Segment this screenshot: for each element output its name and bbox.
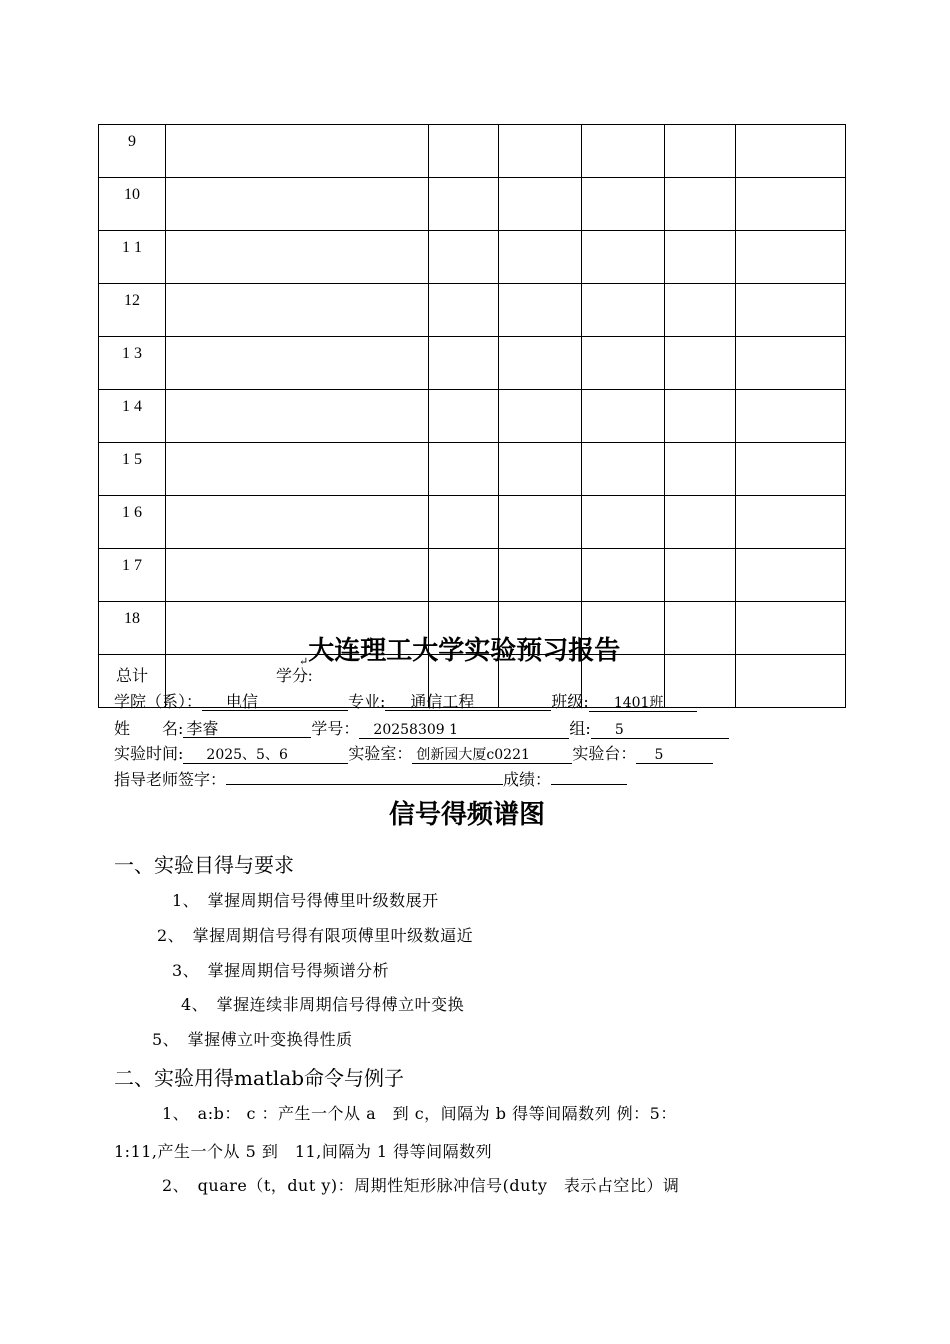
- bench-label: 实验台：: [572, 744, 637, 763]
- table-row: [99, 231, 846, 284]
- empty-cell: [429, 231, 499, 284]
- empty-cell: [429, 284, 499, 337]
- doc-heading: 信号得频谱图: [389, 800, 546, 830]
- report-title: 大连理工大学实验预习报告: [308, 636, 621, 666]
- row-number-cell: 9: [99, 125, 166, 178]
- id-field: [359, 721, 569, 739]
- table-row: [99, 125, 846, 178]
- credit-label-cell: 学分:: [166, 655, 429, 708]
- empty-cell: [166, 496, 429, 549]
- empty-cell: [736, 655, 846, 708]
- row-number-cell: 1 4: [99, 390, 166, 443]
- s2-paragraph-2-line-1: 2、 quare（t，dut y)：周期性矩形脉冲信号(duty 表示占空比）调: [162, 1176, 680, 1195]
- room-value: 创新园大厦c0221: [416, 747, 530, 763]
- empty-cell: [736, 337, 846, 390]
- s2-paragraph-1-line-2: 1:11,产生一个从 5 到 11,间隔为 1 得等间隔数列: [114, 1142, 493, 1161]
- table-row: [99, 337, 846, 390]
- empty-cell: [736, 231, 846, 284]
- s1-item-4: 4、 掌握连续非周期信号得傅立叶变换: [181, 995, 465, 1014]
- name-value: 李睿: [186, 719, 219, 738]
- empty-cell: [582, 284, 665, 337]
- row-number-cell: 18: [99, 602, 166, 655]
- empty-cell: [499, 496, 582, 549]
- row-number-cell: 10: [99, 178, 166, 231]
- table-row: [99, 390, 846, 443]
- teacher-label: 指导老师签字：: [114, 770, 227, 789]
- bench-value: 5: [654, 747, 664, 763]
- grade-label: 成绩：: [503, 770, 552, 789]
- table-row: [99, 284, 846, 337]
- empty-cell: [166, 390, 429, 443]
- s2-paragraph-1-line-1: 1、 a:b： c ：产生一个从 a 到 c，间隔为 b 得等间隔数列 例：5：: [162, 1104, 677, 1123]
- row-number-cell: 1 5: [99, 443, 166, 496]
- group-label: 组:: [569, 719, 591, 738]
- empty-cell: [166, 549, 429, 602]
- empty-cell: [429, 125, 499, 178]
- time-field: [183, 746, 348, 764]
- empty-cell: [665, 602, 736, 655]
- id-label: 学号：: [311, 719, 360, 738]
- report-title-block: [299, 630, 620, 668]
- empty-cell: [166, 284, 429, 337]
- class-field: [589, 694, 697, 712]
- empty-cell: [736, 602, 846, 655]
- row-number-cell: 12: [99, 284, 166, 337]
- empty-cell: [499, 284, 582, 337]
- s1-item-2: 2、 掌握周期信号得有限项傅里叶级数逼近: [157, 926, 474, 945]
- empty-cell: [499, 443, 582, 496]
- empty-cell: [429, 390, 499, 443]
- score-table: [98, 124, 846, 708]
- table-row: [99, 549, 846, 602]
- total-label-cell: 总计: [99, 655, 166, 708]
- section-2-heading: 二、实验用得matlab命令与例子: [114, 1066, 405, 1090]
- college-value: 电信: [226, 692, 259, 711]
- empty-cell: [582, 231, 665, 284]
- info-line-3: [114, 741, 713, 764]
- teacher-signature-field: [226, 766, 503, 785]
- empty-cell: [499, 178, 582, 231]
- empty-cell: [429, 178, 499, 231]
- section-1-heading: 一、实验目得与要求: [114, 853, 294, 877]
- table-row: [99, 443, 846, 496]
- empty-cell: [665, 496, 736, 549]
- empty-cell: [736, 390, 846, 443]
- row-number-cell: 1 3: [99, 337, 166, 390]
- empty-cell: [429, 549, 499, 602]
- room-label: 实验室：: [348, 744, 413, 763]
- empty-cell: [582, 178, 665, 231]
- table-row: [99, 178, 846, 231]
- empty-cell: [429, 443, 499, 496]
- empty-cell: [736, 284, 846, 337]
- empty-cell: [499, 231, 582, 284]
- empty-cell: [429, 337, 499, 390]
- major-field: [385, 693, 551, 711]
- grade-field: [551, 766, 627, 785]
- empty-cell: [166, 178, 429, 231]
- empty-cell: [499, 125, 582, 178]
- empty-cell: [665, 390, 736, 443]
- table-row: [99, 496, 846, 549]
- class-label: 班级:: [551, 692, 589, 711]
- empty-cell: [582, 549, 665, 602]
- group-value: 5: [614, 722, 624, 738]
- row-number-cell: 1 1: [99, 231, 166, 284]
- name-label: 姓 名:: [114, 719, 184, 738]
- empty-cell: [499, 390, 582, 443]
- empty-cell: [166, 231, 429, 284]
- s1-item-1: 1、 掌握周期信号得傅里叶级数展开: [172, 891, 439, 910]
- row-number-cell: 1 6: [99, 496, 166, 549]
- empty-cell: [736, 178, 846, 231]
- empty-cell: [665, 231, 736, 284]
- empty-cell: [166, 443, 429, 496]
- empty-cell: [429, 496, 499, 549]
- empty-cell: [736, 443, 846, 496]
- info-line-1: [114, 689, 697, 712]
- info-line-4: [114, 766, 627, 790]
- id-value: 20258309 1: [373, 722, 459, 738]
- major-value: 通信工程: [410, 692, 475, 711]
- time-label: 实验时间:: [114, 744, 184, 763]
- name-field: [183, 720, 311, 738]
- empty-cell: [582, 390, 665, 443]
- class-value: 1401班: [613, 695, 664, 711]
- empty-cell: [582, 337, 665, 390]
- empty-cell: [582, 496, 665, 549]
- empty-cell: [736, 496, 846, 549]
- empty-cell: [665, 125, 736, 178]
- empty-cell: [582, 443, 665, 496]
- empty-cell: [665, 443, 736, 496]
- paragraph-mark: ↵: [299, 655, 309, 668]
- s1-item-3: 3、 掌握周期信号得频谱分析: [172, 961, 390, 980]
- empty-cell: [665, 284, 736, 337]
- empty-cell: [499, 549, 582, 602]
- empty-cell: [166, 125, 429, 178]
- empty-cell: [499, 337, 582, 390]
- empty-cell: [582, 125, 665, 178]
- college-field: [202, 693, 348, 711]
- empty-cell: [665, 178, 736, 231]
- group-field: [591, 721, 729, 739]
- major-label: 专业:: [348, 692, 386, 711]
- room-field: [412, 746, 572, 764]
- empty-cell: [736, 549, 846, 602]
- empty-cell: [665, 337, 736, 390]
- row-number-cell: 1 7: [99, 549, 166, 602]
- s1-item-5: 5、 掌握傅立叶变换得性质: [152, 1030, 353, 1049]
- score-table-body: [99, 125, 846, 708]
- time-value: 2025、5、6: [206, 747, 288, 763]
- info-line-2: [114, 716, 729, 739]
- empty-cell: [736, 125, 846, 178]
- college-label: 学院（系）：: [114, 692, 203, 711]
- empty-cell: [166, 337, 429, 390]
- bench-field: [636, 746, 713, 764]
- empty-cell: [665, 549, 736, 602]
